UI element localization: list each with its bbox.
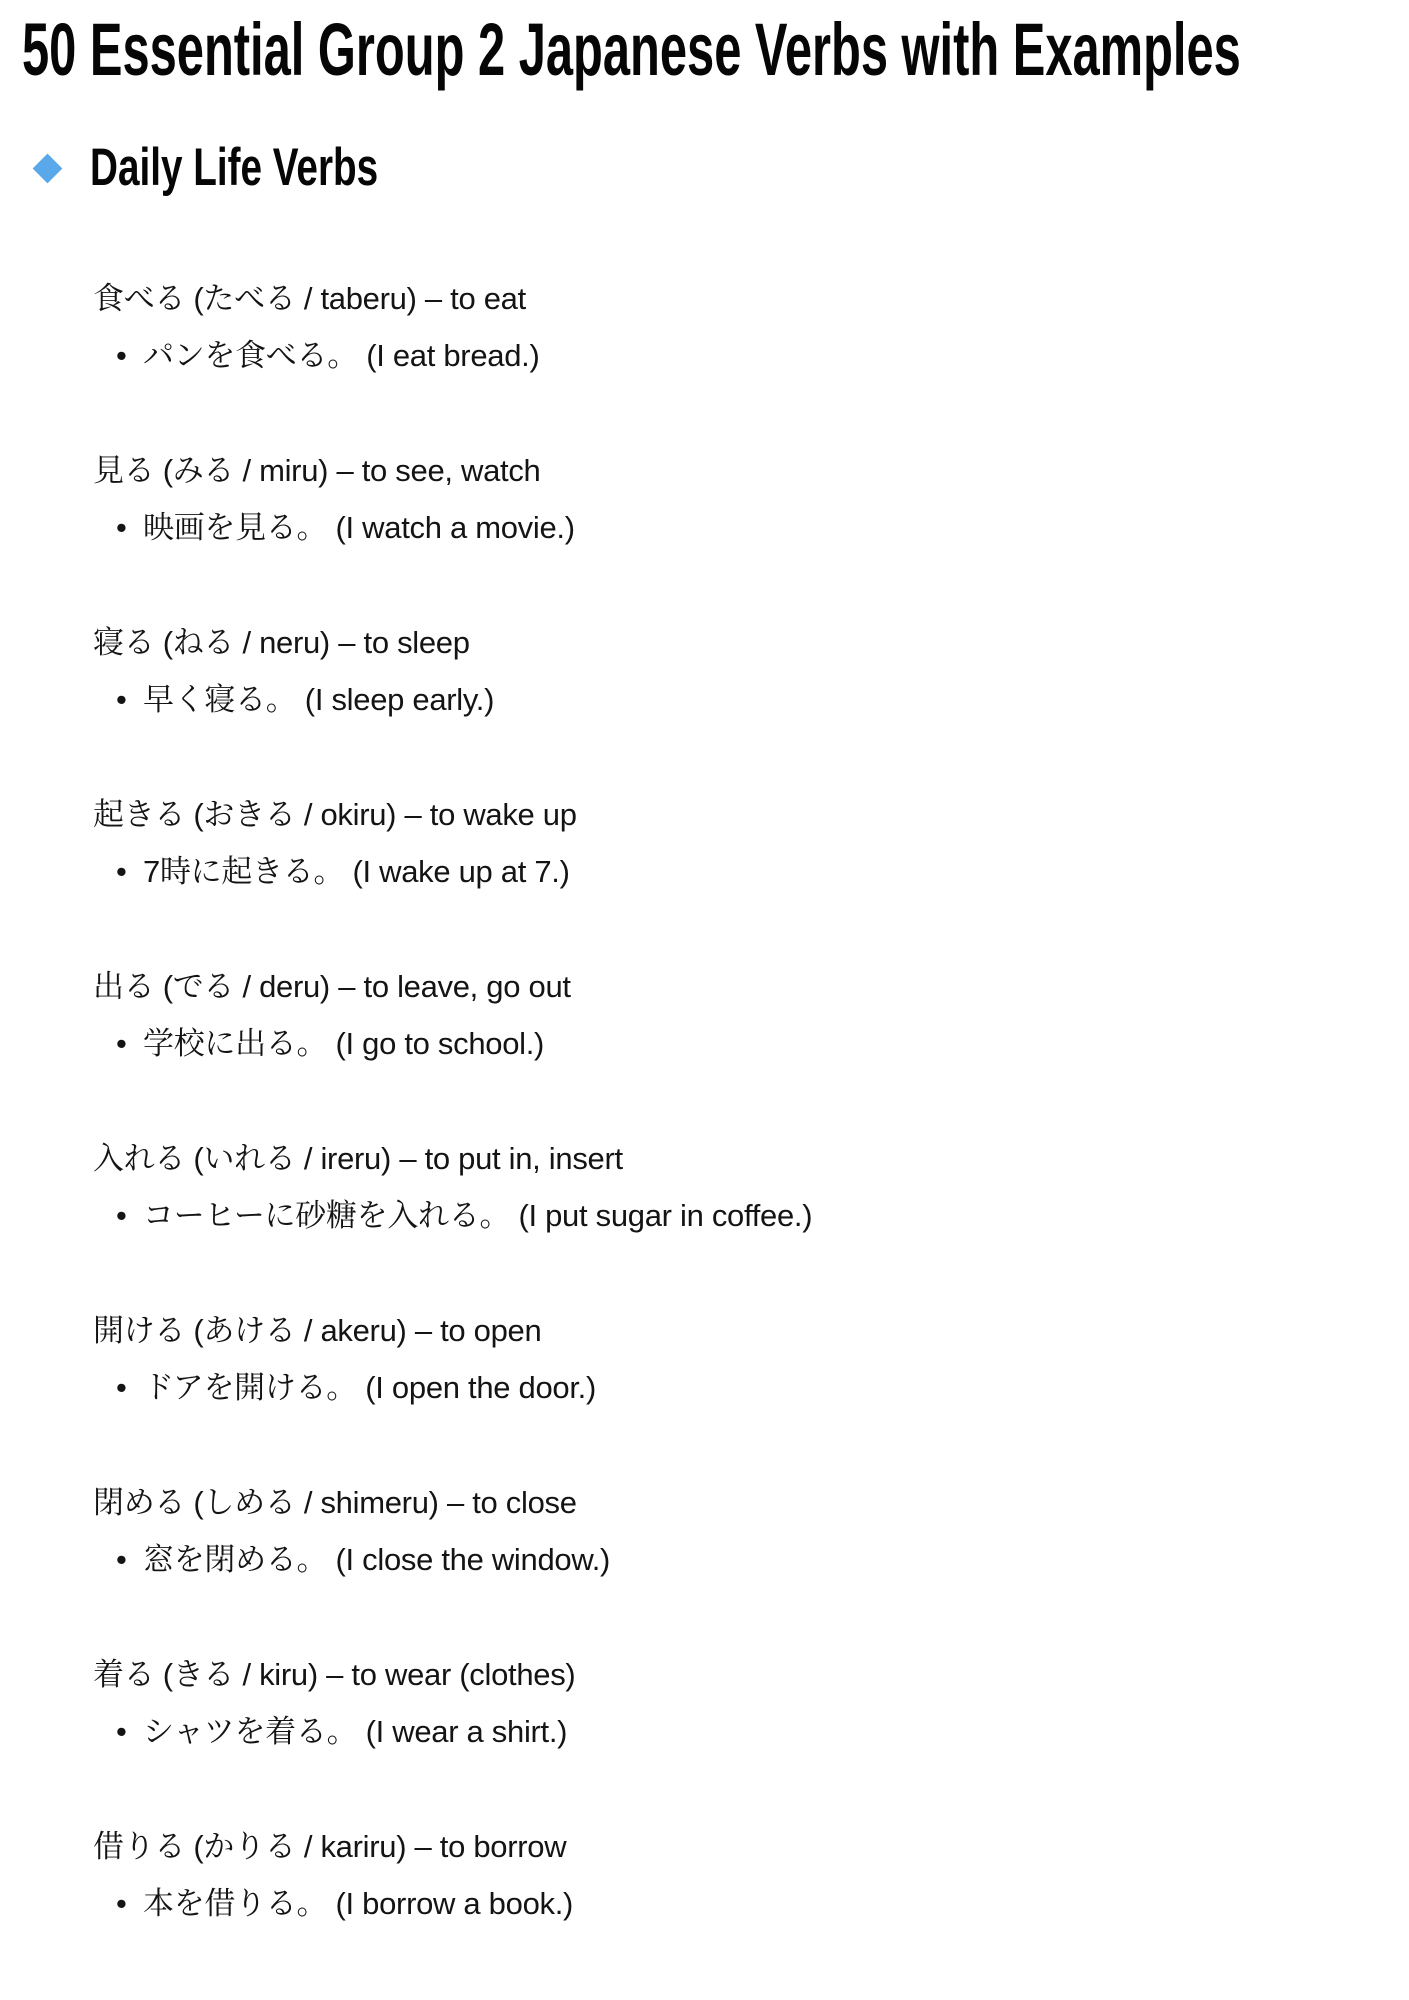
verb-example: 窓を閉める。 (I close the window.) [143, 1542, 611, 1577]
bullet-icon: • [116, 1026, 127, 1061]
verb-list [93, 270, 812, 1990]
bullet-icon: • [116, 510, 127, 545]
verb-example-row [93, 327, 812, 384]
verb-heading: 開ける (あける / akeru) – to open [93, 1313, 542, 1348]
bullet-icon: • [116, 1886, 127, 1921]
verb-entry [93, 1130, 812, 1244]
verb-example: 学校に出る。 (I go to school.) [143, 1026, 545, 1061]
verb-example-row [93, 671, 812, 728]
bullet-icon: • [116, 1198, 127, 1233]
bullet-icon: • [116, 682, 127, 717]
verb-heading: 借りる (かりる / kariru) – to borrow [93, 1829, 567, 1864]
verb-example-row [93, 1875, 812, 1932]
verb-example-row [93, 1359, 812, 1416]
verb-heading: 寝る (ねる / neru) – to sleep [93, 625, 470, 660]
verb-entry [93, 958, 812, 1072]
verb-entry [93, 1474, 812, 1588]
verb-entry [93, 1818, 812, 1932]
bullet-icon: • [116, 1542, 127, 1577]
verb-entry [93, 1646, 812, 1760]
verb-example-row [93, 1531, 812, 1588]
verb-heading: 出る (でる / deru) – to leave, go out [93, 969, 571, 1004]
page-title: 50 Essential Group 2 Japanese Verbs with Examples [22, 8, 1241, 91]
verb-example: 7時に起きる。 (I wake up at 7.) [143, 854, 570, 889]
verb-heading: 起きる (おきる / okiru) – to wake up [93, 797, 577, 832]
bullet-icon: • [116, 854, 127, 889]
bullet-icon: • [116, 1714, 127, 1749]
verb-entry [93, 786, 812, 900]
diamond-icon [33, 153, 63, 183]
verb-example: シャツを着る。 (I wear a shirt.) [143, 1714, 568, 1749]
bullet-icon: • [116, 1370, 127, 1405]
verb-example-row [93, 1187, 812, 1244]
verb-entry [93, 442, 812, 556]
bullet-icon: • [116, 338, 127, 373]
verb-example-row [93, 1015, 812, 1072]
verb-heading: 閉める (しめる / shimeru) – to close [93, 1485, 577, 1520]
verb-entry [93, 1302, 812, 1416]
verb-entry [93, 614, 812, 728]
verb-example: 映画を見る。 (I watch a movie.) [143, 510, 575, 545]
verb-entry [93, 270, 812, 384]
verb-example: コーヒーに砂糖を入れる。 (I put sugar in coffee.) [143, 1198, 813, 1233]
verb-example: ドアを開ける。 (I open the door.) [143, 1370, 596, 1405]
verb-heading: 着る (きる / kiru) – to wear (clothes) [93, 1657, 576, 1692]
section-heading: Daily Life Verbs [90, 138, 379, 197]
verb-example-row [93, 1703, 812, 1760]
verb-heading: 入れる (いれる / ireru) – to put in, insert [93, 1141, 623, 1176]
section-heading-row [37, 139, 485, 197]
verb-example: 本を借りる。 (I borrow a book.) [143, 1886, 574, 1921]
verb-example-row [93, 499, 812, 556]
verb-example: 早く寝る。 (I sleep early.) [143, 682, 495, 717]
verb-example: パンを食べる。 (I eat bread.) [143, 338, 540, 373]
verb-heading: 見る (みる / miru) – to see, watch [93, 453, 541, 488]
verb-heading: 食べる (たべる / taberu) – to eat [93, 281, 526, 316]
verb-example-row [93, 843, 812, 900]
